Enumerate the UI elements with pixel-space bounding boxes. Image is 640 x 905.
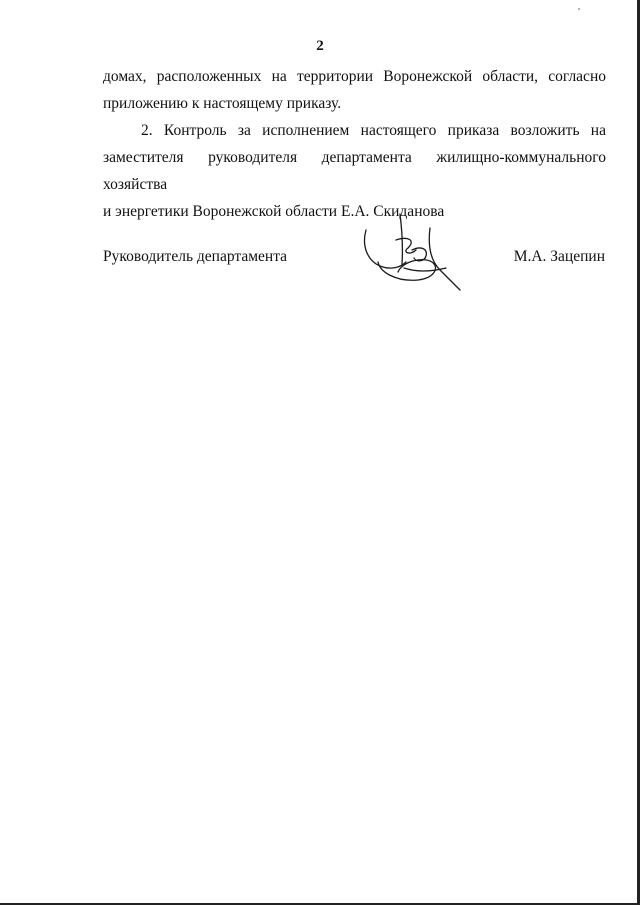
scan-artifact — [578, 8, 580, 10]
paragraph-line: 2. Контроль за исполнением настоящего приказа возложить на — [141, 122, 606, 139]
paragraph-line: приложению к настоящему приказу. — [103, 95, 342, 112]
paragraph-item-2 — [103, 117, 606, 225]
paragraph-line: и энергетики Воронежской области Е.А. Скиданова — [103, 203, 445, 220]
page-number: 2 — [316, 38, 324, 54]
paragraph-line: домах, расположенных на территории Воронежской области, согласно — [103, 68, 606, 85]
signatory-name: М.А. Зацепин — [513, 248, 605, 265]
paragraph-continuation — [103, 63, 606, 117]
signatory-title: Руководитель департамента — [103, 248, 288, 265]
handwritten-signature — [356, 210, 468, 296]
paragraph-line: заместителя руководителя департамента жилищно-коммунального хозяйства — [103, 149, 606, 193]
